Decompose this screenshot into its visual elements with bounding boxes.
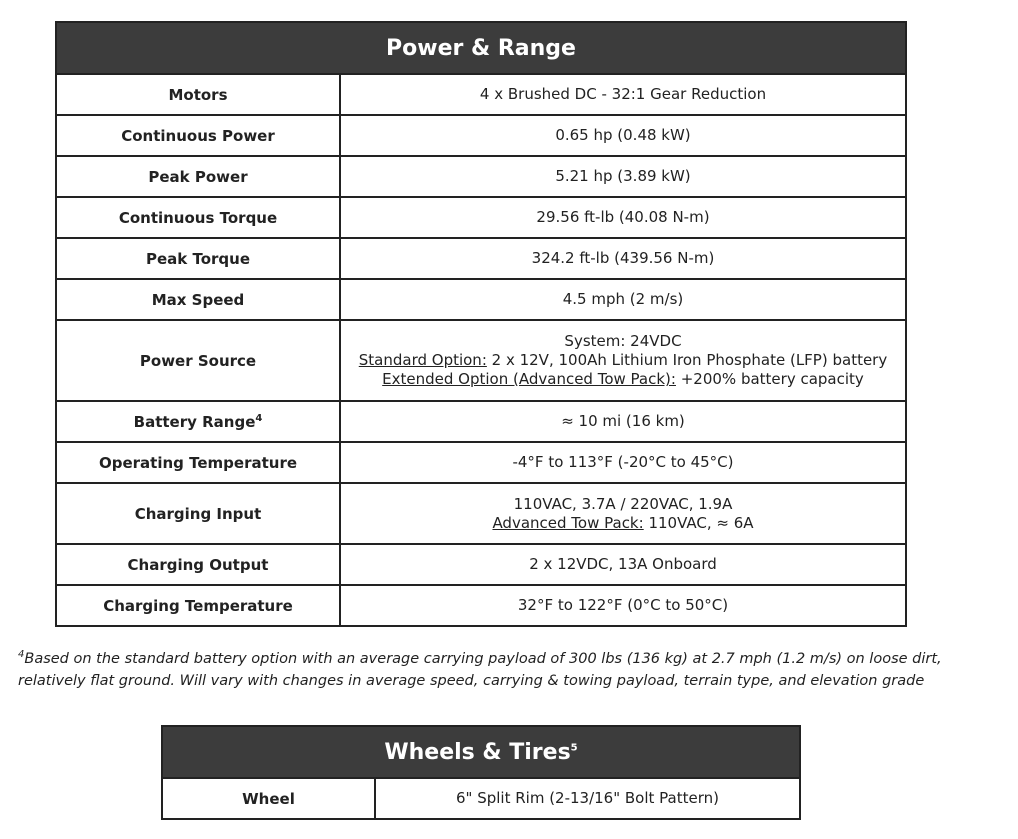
row-label: Charging Output	[56, 544, 340, 585]
power-source-value	[340, 320, 906, 401]
row-label: Power Source	[56, 320, 340, 401]
footnote-ref: 5	[570, 742, 578, 754]
row-value: 32°F to 122°F (0°C to 50°C)	[340, 585, 906, 626]
standard-option-value: 2 x 12V, 100Ah Lithium Iron Phosphate (LFP) battery	[486, 351, 888, 369]
row-label: Operating Temperature	[56, 442, 340, 483]
operating-temp-row	[56, 442, 906, 483]
row-value: 2 x 12VDC, 13A Onboard	[340, 544, 906, 585]
row-value: -4°F to 113°F (-20°C to 45°C)	[340, 442, 906, 483]
table-row	[56, 74, 906, 115]
table-row	[56, 238, 906, 279]
table-row	[56, 156, 906, 197]
row-label: Peak Torque	[56, 238, 340, 279]
row-label: Wheel	[162, 778, 375, 819]
extended-option-label: Extended Option (Advanced Tow Pack):	[382, 370, 676, 388]
row-label: Charging Input	[56, 483, 340, 544]
table-row	[56, 197, 906, 238]
system-voltage: System: 24VDC	[564, 332, 682, 350]
tow-pack-label: Advanced Tow Pack:	[492, 513, 644, 532]
charging-temp-row	[56, 585, 906, 626]
table-row	[56, 115, 906, 156]
row-label: Motors	[56, 74, 340, 115]
standard-option-label: Standard Option:	[358, 351, 487, 369]
row-label: Max Speed	[56, 279, 340, 320]
table-row	[56, 279, 906, 320]
row-value: ≈ 10 mi (16 km)	[340, 401, 906, 442]
wheels-tires-title-text: Wheels & Tires	[384, 739, 571, 765]
extended-option	[347, 370, 899, 389]
table-row	[162, 778, 800, 819]
row-value: 324.2 ft-lb (439.56 N-m)	[340, 238, 906, 279]
row-label	[56, 401, 340, 442]
row-value: 6" Split Rim (2-13/16" Bolt Pattern)	[375, 778, 800, 819]
row-label: Charging Temperature	[56, 585, 340, 626]
row-value: 0.65 hp (0.48 kW)	[340, 115, 906, 156]
tow-pack-line	[347, 514, 899, 533]
battery-range-label: Battery Range	[133, 412, 256, 431]
footnote-marker: 4	[18, 649, 25, 661]
row-label: Peak Power	[56, 156, 340, 197]
charging-output-row	[56, 544, 906, 585]
row-value: 4.5 mph (2 m/s)	[340, 279, 906, 320]
row-label: Continuous Torque	[56, 197, 340, 238]
charging-input-row	[56, 483, 906, 544]
extended-option-value: +200% battery capacity	[675, 370, 864, 388]
battery-range-row	[56, 401, 906, 442]
power-range-title: Power & Range	[56, 22, 906, 74]
wheels-tires-title	[162, 726, 800, 778]
charging-input-line1: 110VAC, 3.7A / 220VAC, 1.9A	[513, 494, 733, 513]
row-label: Continuous Power	[56, 115, 340, 156]
footnote-ref: 4	[255, 412, 263, 424]
charging-input-value	[340, 483, 906, 544]
power-range-table	[55, 21, 907, 627]
power-source-row	[56, 320, 906, 401]
wheels-tires-table	[161, 725, 801, 820]
footnote-text: Based on the standard battery option with an average carrying payload of 300 lbs (136 kg) at 2.7 mph (1.2 m/s) on loose dirt, relatively flat ground. Will vary with changes in average speed, carrying & towing payload, terrain type, and elevation grade	[18, 651, 942, 689]
row-value: 4 x Brushed DC - 32:1 Gear Reduction	[340, 74, 906, 115]
row-value: 5.21 hp (3.89 kW)	[340, 156, 906, 197]
footnote	[18, 648, 1008, 692]
row-value: 29.56 ft-lb (40.08 N-m)	[340, 197, 906, 238]
tow-pack-value: 110VAC, ≈ 6A	[643, 513, 754, 532]
standard-option	[347, 351, 899, 370]
